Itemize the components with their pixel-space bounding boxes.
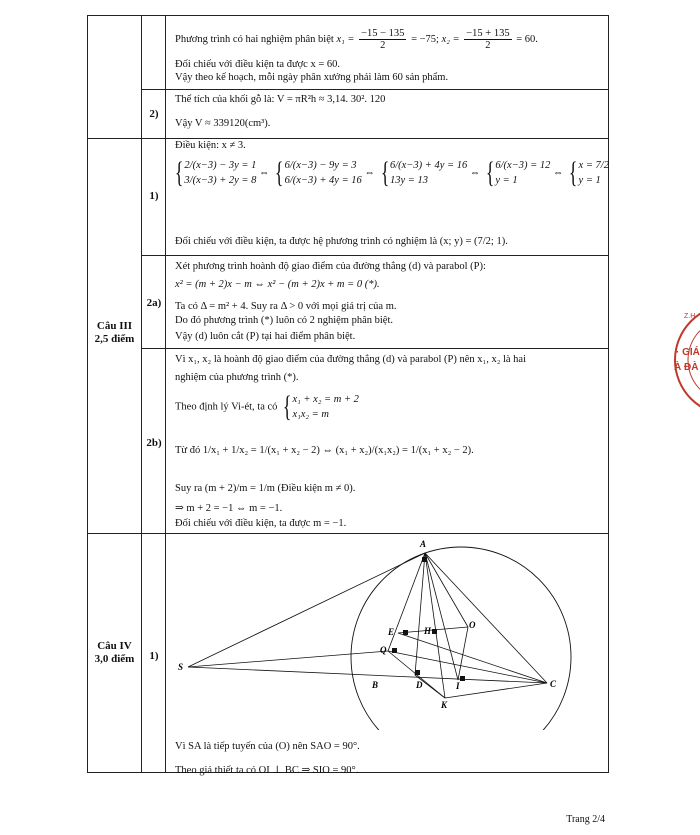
perpendicular-statement: Theo giả thiết ta có OI ⊥ BC ⇒ SIO = 90°. bbox=[175, 765, 359, 776]
system-condition: Điều kiện: x ≠ 3. bbox=[175, 140, 246, 151]
part2b-line4: Từ đó 1/x₁ + 1/x₂ = 1/(x₁ + x₂ − 2) ⇔ (x₁ + x₂)/(x₁x₂) = 1/(x₁ + x₂ − 2). bbox=[175, 445, 474, 456]
point-i-label: I bbox=[456, 681, 460, 691]
svg-text:Z.H: Z.H bbox=[684, 313, 696, 320]
point-d-label: D bbox=[416, 680, 423, 690]
part2b-line2: nghiệm của phương trình (*). bbox=[175, 372, 299, 383]
point-q-label: Q bbox=[380, 645, 387, 655]
quadratic-condition-line: Đối chiếu với điều kiện ta được x = 60. bbox=[175, 59, 341, 70]
cau3-part1-label: 1) bbox=[149, 190, 159, 202]
line-sc bbox=[188, 667, 547, 683]
quadratic-roots-line: Phương trình có hai nghiệm phân biệt x₁ = $\frac{-15 - 135}{2}$ = −75; x₂ = $\frac{-15 + 135}{2}$ = 60. bbox=[175, 28, 538, 51]
part2a-line4: Do đó phương trình (*) luôn có 2 nghiệm phân biệt. bbox=[175, 315, 394, 326]
part2a-line2: x² = (m + 2)x − m ⇔ x² − (m + 2)x + m = 0 (*). bbox=[175, 279, 380, 290]
point-s-label: S bbox=[178, 662, 184, 672]
tangent-line-statement: Vì SA là tiếp tuyến của (O) nên SAO = 90°. bbox=[175, 741, 360, 752]
quadratic-conclusion-line: Vậy theo kế hoạch, mỗi ngày phân xưởng phải làm 60 sản phẩm. bbox=[175, 72, 449, 83]
part2a-line5: Vậy (d) luôn cắt (P) tại hai điểm phân biệt. bbox=[175, 331, 356, 342]
point-c-label: C bbox=[550, 679, 557, 689]
circle-o bbox=[351, 547, 571, 730]
point-h-label: H bbox=[424, 626, 432, 636]
cau3-part2b-label: 2b) bbox=[146, 437, 162, 449]
cau4-part1-label: 1) bbox=[149, 650, 159, 662]
svg-text:· GIÁ: · GIÁ bbox=[676, 347, 700, 358]
point-a-label: A bbox=[420, 539, 427, 549]
part2b-vieta: Theo định lý Vi-ét, ta có { x₁ + x₂ = m + 2 x₁x₂ = m bbox=[175, 390, 359, 423]
system-solution-chain: { 2/(x−3) − 3y = 1 3/(x−3) + 2y = 8 ⇔ { 6/(x−3) − 9y = 3 6/(x−3) + 4y = 16 ⇔ { 6/(x−3) + 4y = 16 13y = 13 ⇔ { 6/(x−3) = 12 y = 1 ⇔ { x = 7/2 y = 1 bbox=[174, 156, 609, 189]
point-b-label: B bbox=[372, 680, 379, 690]
page-number: Trang 2/4 bbox=[566, 814, 605, 825]
cau4-label: Câu IV 3,0 điểm bbox=[94, 640, 135, 665]
point-k-label: K bbox=[441, 700, 448, 710]
part2a-line3: Ta có Δ = m² + 4. Suy ra Δ > 0 với mọi giá trị của m. bbox=[175, 301, 397, 312]
volume-result-line: Vậy V ≈ 339120(cm³). bbox=[175, 118, 271, 129]
cau3-part2a-label: 2a) bbox=[146, 297, 162, 309]
cau3-label: Câu III 2,5 điểm bbox=[94, 320, 135, 345]
line-sa bbox=[188, 553, 425, 667]
system-conclusion: Đối chiếu với điều kiện, ta được hệ phương trình có nghiệm là (x; y) = (7/2; 1). bbox=[175, 236, 508, 247]
part2b-line7: Đối chiếu với điều kiện, ta được m = −1. bbox=[175, 518, 347, 529]
part2b-line5: Suy ra (m + 2)/m = 1/m (Điều kiện m ≠ 0). bbox=[175, 483, 356, 494]
part2b-line6: ⇒ m + 2 = −1 ⇔ m = −1. bbox=[175, 503, 283, 514]
geometry-figure bbox=[170, 535, 600, 730]
point-o-label: O bbox=[469, 620, 476, 630]
volume-formula-line: Thể tích của khối gỗ là: V = πR²h ≈ 3,14. 30². 120 bbox=[175, 94, 386, 105]
part2b-line1: Vì x₁, x₂ là hoành độ giao điểm của đường thẳng (d) và parabol (P) nên x₁, x₂ là hai bbox=[175, 354, 527, 365]
point-e-label: E bbox=[388, 627, 395, 637]
official-stamp bbox=[672, 295, 700, 425]
line-sq bbox=[188, 651, 388, 667]
svg-text:À ĐÀ: À ĐÀ bbox=[674, 362, 699, 373]
q2-label: 2) bbox=[149, 108, 159, 120]
part2a-line1: Xét phương trình hoành độ giao điểm của đường thẳng (d) và parabol (P): bbox=[175, 261, 486, 272]
